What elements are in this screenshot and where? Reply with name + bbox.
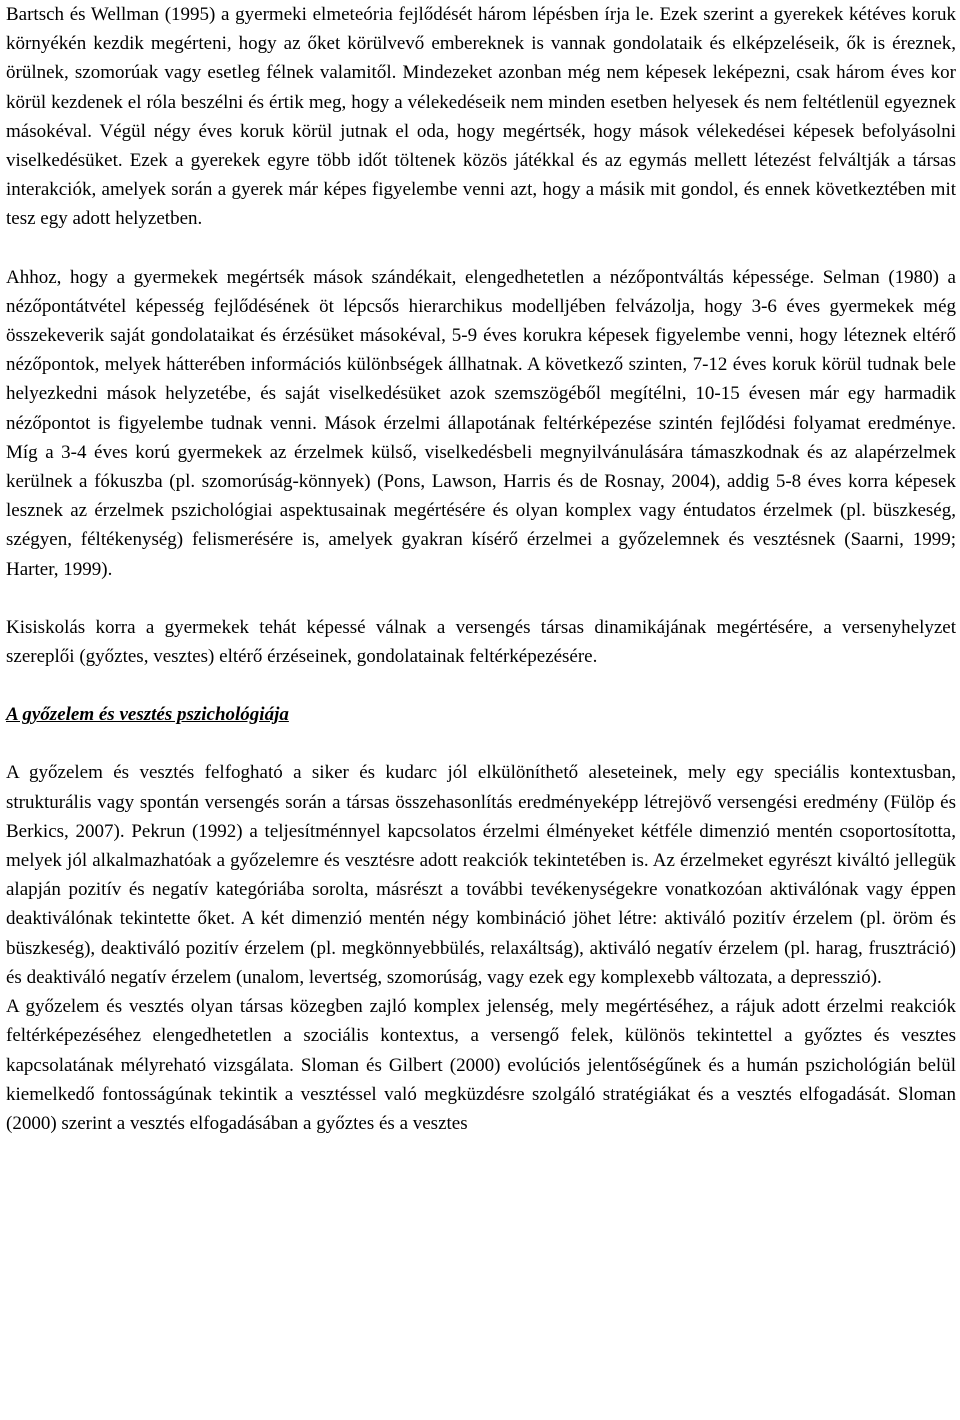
section-heading: A győzelem és vesztés pszichológiája [6,704,289,726]
paragraph-theory-of-mind: Bartsch és Wellman (1995) a gyermeki elmeteória fejlődését három lépésben írja le. Ezek szerint a gyerekek kétéves koruk környékén kezdik megérteni, hogy az őket körülvevő embereknek is vannak gondolataik és elképzeléseik, ők is éreznek, örülnek, szomorúak vagy esetleg félnek valamitől. Mindezeket azonban még nem képesek leképezni, csak három éves kor körül kezdenek el róla beszélni és értik meg, hogy a vélekedéseik nem minden esetben helyesek és nem feltétlenül egyeznek másokéval. Végül négy éves koruk körül jutnak el oda, hogy megértsék, hogy mások vélekedései képesek befolyásolni viselkedésüket. Ezek a gyerekek egyre több időt töltenek közös játékkal és az egymás mellett létezést felváltják a társas interakciók, amelyek során a gyerek már képes figyelembe venni azt, hogy a másik mit gondol, és ennek következtében mit tesz egy adott helyzetben. [6,4,956,230]
paragraph-school-age-summary: Kisiskolás korra a gyermekek tehát képessé válnak a versengés társas dinamikájának megértésére, a versenyhelyzet szereplői (győztes, vesztes) eltérő érzéseinek, gondolatainak feltérképezésére. [6,616,956,668]
paragraph-social-context: A győzelem és vesztés olyan társas közegben zajló komplex jelenség, mely megértéséhez, a rájuk adott érzelmi reakciók feltérképezéséhez elengedhetetlen a szociális kontextus, a versengő felek, különös tekintettel a győztes és vesztes kapcsolatának mélyreható vizsgálata. Sloman és Gilbert (2000) evolúciós jelentőségűnek és a humán pszichológián belül kiemelkedő fontosságúnak tekintik a vesztéssel való megküzdésre szolgáló stratégiákat és a vesztés elfogadását. Sloman (2000) szerint a vesztés elfogadásában a győztes és a vesztes [6,996,956,1134]
paragraph-win-loss-definition: A győzelem és vesztés felfogható a siker és kudarc jól elkülöníthető aleseteinek, mely egy speciális kontextusban, strukturális vagy spontán versengés során a társas összehasonlítás eredményeképp létrejövő versengési eredmény (Fülöp és Berkics, 2007). Pekrun (1992) a teljesítménnyel kapcsolatos érzelmi élményeket kétféle dimenzió mentén csoportosította, melyek jól alkalmazhatóak a győzelemre és vesztésre adott reakciók tekintetében is. Az érzelmeket egyrészt kiváltó jellegük alapján pozitív és negatív kategóriába sorolta, másrészt a további tevékenységekre vonatkozóan aktiválónak vagy éppen deaktiválónak tekintette őket. A két dimenzió mentén négy kombináció jöhet létre: aktiváló pozitív érzelem (pl. öröm és büszkeség), deaktiváló pozitív érzelem (pl. megkönnyebbülés, relaxáltság), aktiváló negatív érzelem (pl. harag, frusztráció) és deaktiváló negatív érzelem (unalom, levertség, szomorúság, vagy ezek egy komplexebb változata, a depresszió). [6,762,956,988]
document-page [6,0,956,1138]
paragraph-perspective-taking: Ahhoz, hogy a gyermekek megértsék mások szándékait, elengedhetetlen a nézőpontváltás képessége. Selman (1980) a nézőpontátvétel képesség fejlődésének öt lépcsős hierarchikus modelljében felvázolja, hogy 3-6 éves gyermekek még összekeverik saját gondolataikat és érzésüket másokéval, 5-9 éves korukra képesek figyelembe venni, hogy léteznek eltérő nézőpontok, melyek hátterében információs különbségek állhatnak. A következő szinten, 7-12 éves koruk körül tudnak bele helyezkedni mások helyzetébe, és saját viselkedésüket azok szemszögéből megítélni, 10-15 évesen már egy harmadik nézőpontot is figyelembe tudnak venni. Mások érzelmi állapotának feltérképezése szintén fejlődési folyamat eredménye. Míg a 3-4 éves korú gyermekek az érzelmek külső, viselkedésbeli megnyilvánulására támaszkodnak és az alapérzelmek kerülnek a fókuszba (pl. szomorúság-könnyek) (Pons, Lawson, Harris és de Rosnay, 2004), addig 5-8 éves korra képesek lesznek az érzelmek pszichológiai aspektusainak megértésére és olyan komplex vagy éntudatos érzelmek (pl. büszkeség, szégyen, féltékenység) felismerésére is, amelyek gyakran kísérő érzelmei a győzelemnek és vesztésnek (Saarni, 1999; Harter, 1999). [6,266,956,580]
